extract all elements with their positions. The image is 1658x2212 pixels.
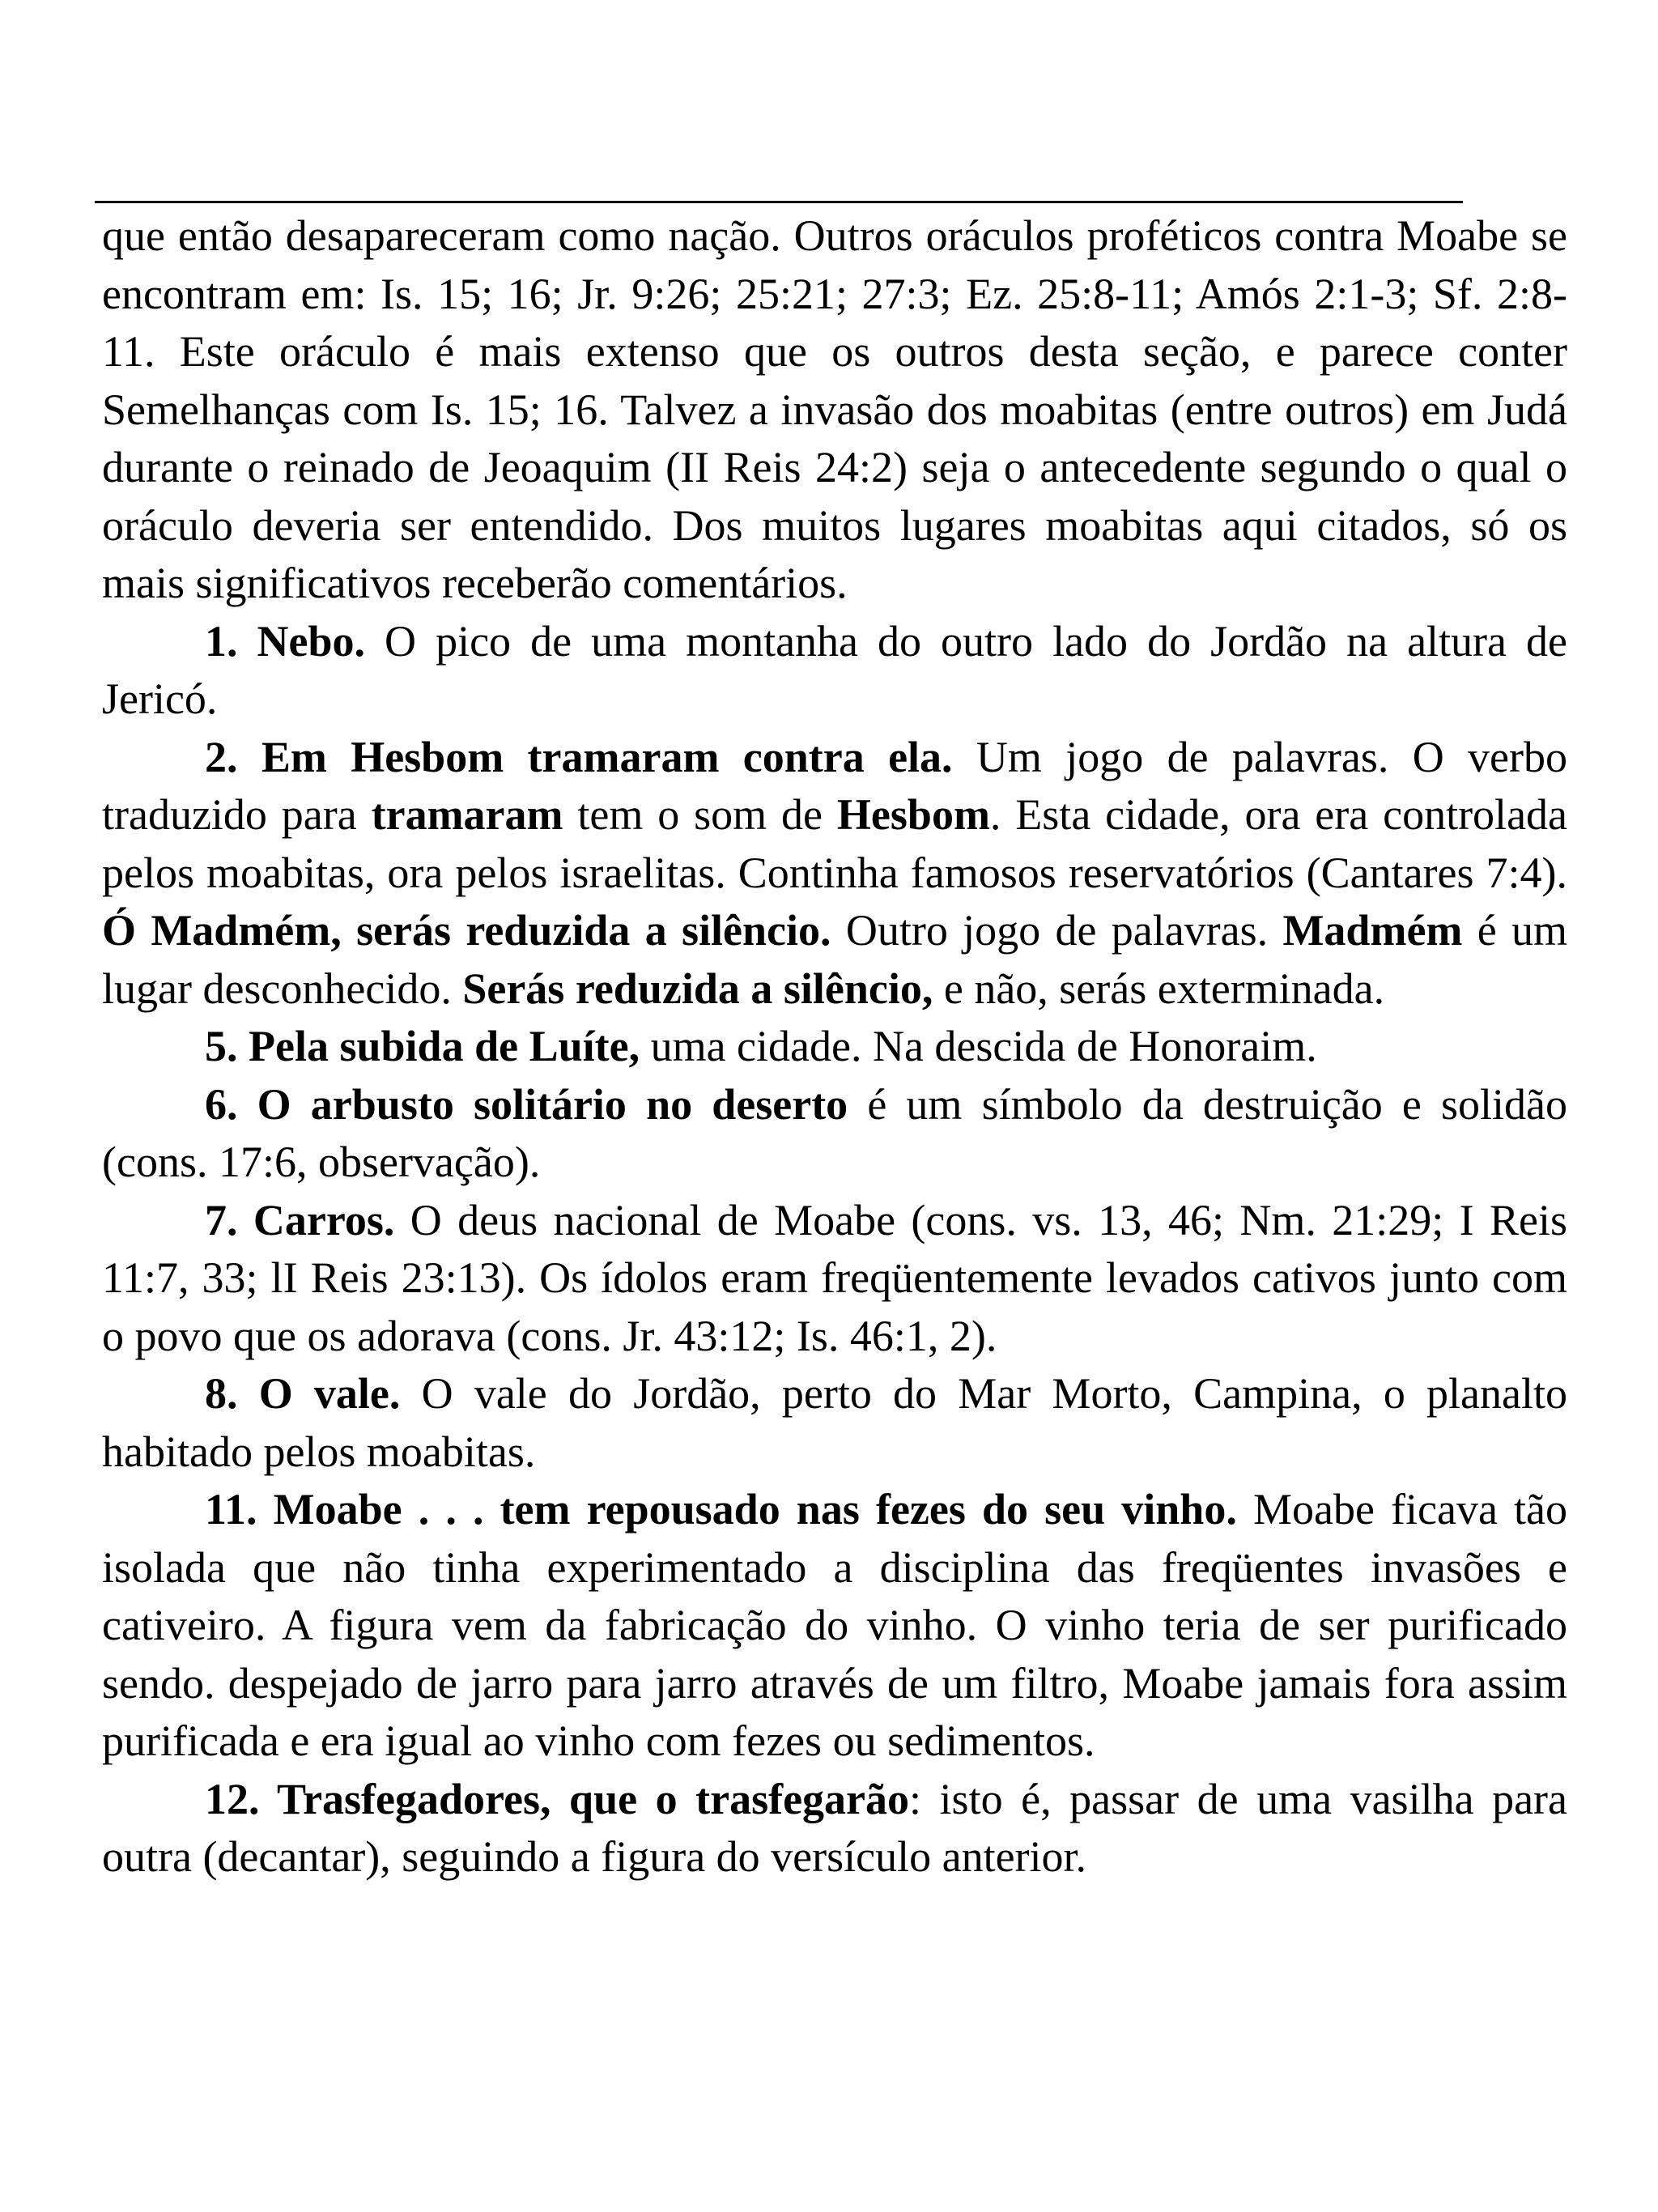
note-v5 <box>102 1018 1567 1076</box>
note-heading: 12. Trasfegadores, que o trasfegarão <box>205 1774 910 1823</box>
note-v8 <box>102 1365 1567 1481</box>
note-heading: 11. Moabe . . . tem repousado nas fezes do seu vinho. <box>205 1485 1237 1534</box>
note-body: Outro jogo de palavras. <box>831 906 1283 955</box>
note-body: . Esta cidade, ora era controlada pelos moabitas, ora pelos israelitas. Continha famosos reservatórios (Cantares 7:4). <box>102 790 1567 897</box>
note-emphasis: Hesbom <box>836 790 990 839</box>
note-heading: 1. Nebo. <box>205 616 366 666</box>
note-heading: 5. Pela subida de Luíte, <box>205 1022 640 1070</box>
note-v12 <box>102 1771 1567 1887</box>
top-rule <box>95 201 1463 203</box>
note-body: O pico de uma montanha do outro lado do Jordão na altura de Jericó. <box>102 616 1567 723</box>
note-body: O vale do Jordão, perto do Mar Morto, Campina, o planalto habitado pelos moabitas. <box>102 1369 1567 1476</box>
note-subheading: Ó Madmém, serás reduzida a silêncio. <box>102 906 831 955</box>
note-body: é um lugar desconhecido. <box>102 906 1568 1013</box>
note-v11 <box>102 1481 1567 1771</box>
note-body: tem o som de <box>563 790 837 839</box>
note-body: e não, serás exterminada. <box>933 963 1385 1013</box>
note-emphasis: Serás reduzida a silêncio, <box>462 963 933 1013</box>
note-body: Moabe ficava tão isolada que não tinha experimentado a disciplina das freqüentes invasões e cativeiro. A figura vem da fabricação do vinho. O vinho teria de ser purificado sendo. despejado de jarro para jarro através de um filtro, Moabe jamais fora assim purificada e era igual ao vinho com fezes ou sedimentos. <box>102 1485 1568 1765</box>
note-heading: 7. Carros. <box>205 1195 395 1244</box>
note-body: é um símbolo da destruição e solidão (cons. 17:6, observação). <box>102 1079 1567 1186</box>
note-heading: 6. O arbusto solitário no deserto <box>205 1079 848 1129</box>
intro-paragraph: que então desapareceram como nação. Outros oráculos proféticos contra Moabe se encontram em: Is. 15; 16; Jr. 9:26; 25:21; 27:3; Ez. 25:8-11; Amós 2:1-3; Sf. 2:8-11. Este oráculo é mais extenso que os outros desta seção, e parece conter Semelhanças com Is. 15; 16. Talvez a invasão dos moabitas (entre outros) em Judá durante o reinado de Jeoaquim (II Reis 24:2) seja o antecedente segundo o qual o oráculo deveria ser entendido. Dos muitos lugares moabitas aqui citados, só os mais significativos receberão comentários. <box>102 211 1567 607</box>
commentary-text <box>102 207 1567 1887</box>
note-heading: 8. O vale. <box>205 1369 401 1418</box>
note-body: O deus nacional de Moabe (cons. vs. 13, 46; Nm. 21:29; I Reis 11:7, 33; lI Reis 23:13). Os ídolos eram freqüentemente levados cativos junto com o povo que os adorava (cons. Jr. 43:12; Is. 46:1, 2). <box>102 1195 1568 1360</box>
note-v7 <box>102 1192 1567 1366</box>
note-body: uma cidade. Na descida de Honoraim. <box>640 1022 1317 1070</box>
note-emphasis: Madmém <box>1282 906 1463 955</box>
note-heading: 2. Em Hesbom tramaram contra ela. <box>205 732 953 781</box>
note-emphasis: tramaram <box>371 790 563 839</box>
note-v1 <box>102 613 1567 729</box>
note-v6 <box>102 1076 1567 1192</box>
note-body: Um jogo de palavras. O verbo traduzido para <box>102 732 1567 839</box>
note-v2 <box>102 729 1567 1019</box>
note-body: : isto é, passar de uma vasilha para outra (decantar), seguindo a figura do versículo anterior. <box>102 1774 1567 1881</box>
